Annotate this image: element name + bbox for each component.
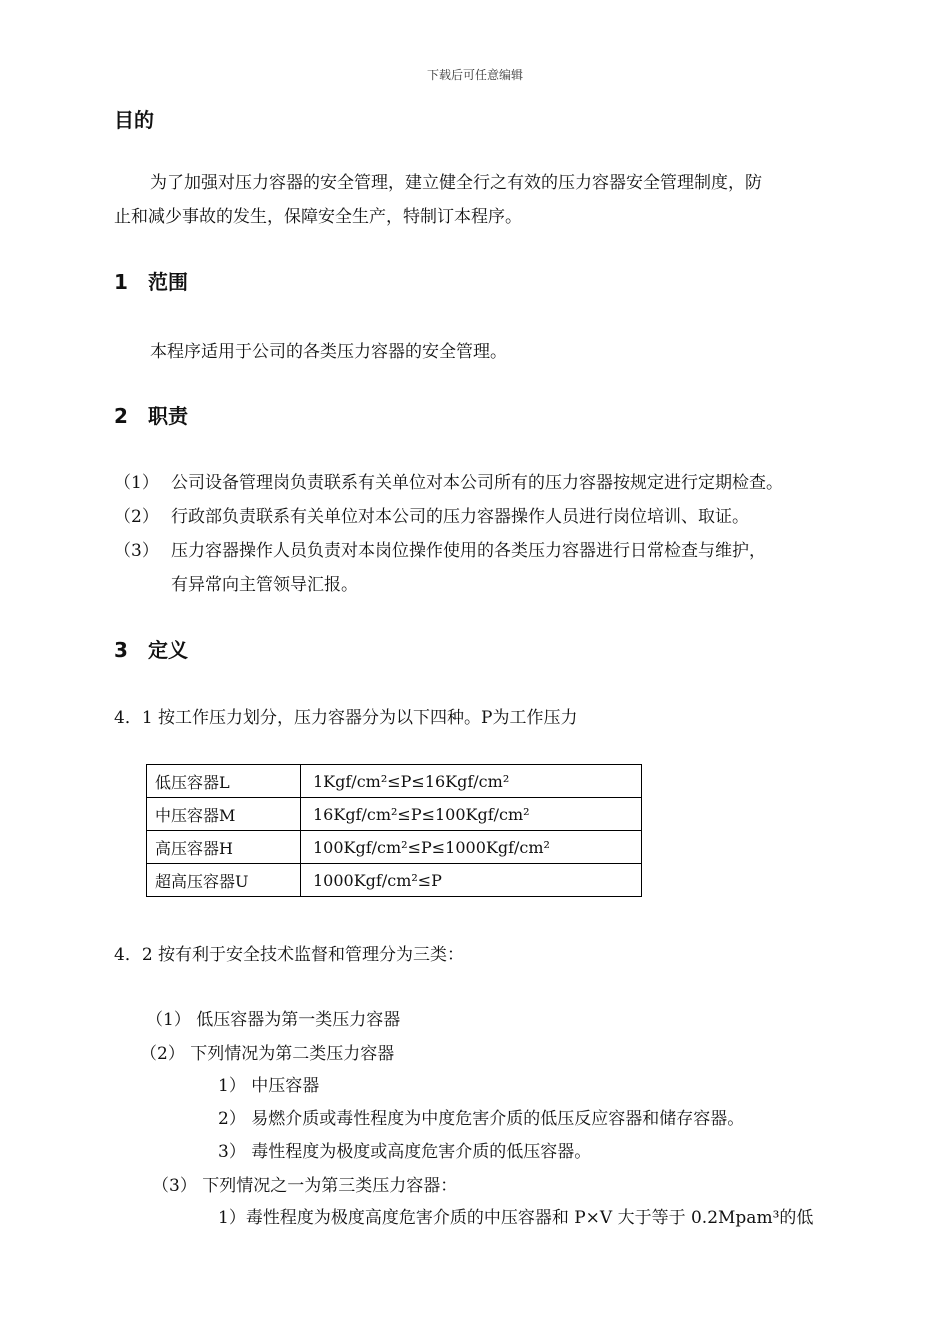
table-cell-name: 中压容器M bbox=[147, 798, 301, 831]
scope-text: 本程序适用于公司的各类压力容器的安全管理。 bbox=[150, 342, 507, 362]
section-title: 职责 bbox=[148, 404, 188, 428]
definition-sub1: 4．1 按工作压力划分，压力容器分为以下四种。P为工作压力 bbox=[114, 708, 578, 728]
class-2-item-1: 1） 中压容器 bbox=[218, 1076, 320, 1096]
class-3: （3） 下列情况之一为第三类压力容器： bbox=[152, 1176, 458, 1196]
list-text: 压力容器操作人员负责对本岗位操作使用的各类压力容器进行日常检查与维护， bbox=[171, 541, 766, 561]
section-heading-duty bbox=[114, 400, 188, 429]
duty-item-2 bbox=[114, 502, 749, 527]
definition-sub2: 4．2 按有利于安全技术监督和管理分为三类： bbox=[114, 945, 465, 965]
table-row bbox=[147, 798, 642, 831]
duty-item-3 bbox=[114, 536, 766, 561]
table-cell-range: 100Kgf/cm²≤P≤1000Kgf/cm² bbox=[301, 831, 642, 864]
section-title: 范围 bbox=[148, 270, 188, 294]
list-text: 公司设备管理岗负责联系有关单位对本公司所有的压力容器按规定进行定期检查。 bbox=[171, 473, 783, 493]
table-row bbox=[147, 765, 642, 798]
section-number: 3 bbox=[114, 638, 128, 662]
purpose-text-line2: 止和减少事故的发生，保障安全生产，特制订本程序。 bbox=[114, 207, 522, 227]
class-3-item-1: 1）毒性程度为极度高度危害介质的中压容器和 P×V 大于等于 0.2Mpam³的低 bbox=[218, 1208, 814, 1228]
table-cell-range: 16Kgf/cm²≤P≤100Kgf/cm² bbox=[301, 798, 642, 831]
page-header: 下载后可任意编辑 bbox=[426, 68, 523, 82]
section-heading-scope bbox=[114, 266, 188, 295]
list-marker: （1） bbox=[114, 473, 159, 493]
table-cell-name: 高压容器H bbox=[147, 831, 301, 864]
table-cell-range: 1000Kgf/cm²≤P bbox=[301, 864, 642, 897]
class-1: （1） 低压容器为第一类压力容器 bbox=[146, 1010, 401, 1030]
section-number: 1 bbox=[114, 270, 128, 294]
section-number: 2 bbox=[114, 404, 128, 428]
pressure-class-table bbox=[146, 764, 642, 897]
class-2-item-2: 2） 易燃介质或毒性程度为中度危害介质的低压反应容器和储存容器。 bbox=[218, 1109, 745, 1129]
duty-item-1 bbox=[114, 468, 783, 493]
list-text: 行政部负责联系有关单位对本公司的压力容器操作人员进行岗位培训、取证。 bbox=[171, 507, 749, 527]
purpose-text-line1: 为了加强对压力容器的安全管理，建立健全行之有效的压力容器安全管理制度，防 bbox=[150, 173, 762, 193]
class-2: （2） 下列情况为第二类压力容器 bbox=[140, 1044, 395, 1064]
table-cell-name: 超高压容器U bbox=[147, 864, 301, 897]
table-row bbox=[147, 831, 642, 864]
section-heading-definition bbox=[114, 634, 188, 663]
section-title-purpose: 目的 bbox=[114, 108, 154, 132]
class-2-item-3: 3） 毒性程度为极度或高度危害介质的低压容器。 bbox=[218, 1142, 592, 1162]
list-marker: （3） bbox=[114, 541, 159, 561]
table-cell-name: 低压容器L bbox=[147, 765, 301, 798]
table-row bbox=[147, 864, 642, 897]
list-marker: （2） bbox=[114, 507, 159, 527]
duty-item-3-continuation: 有异常向主管领导汇报。 bbox=[171, 575, 358, 595]
table-cell-range: 1Kgf/cm²≤P≤16Kgf/cm² bbox=[301, 765, 642, 798]
section-title: 定义 bbox=[148, 638, 188, 662]
